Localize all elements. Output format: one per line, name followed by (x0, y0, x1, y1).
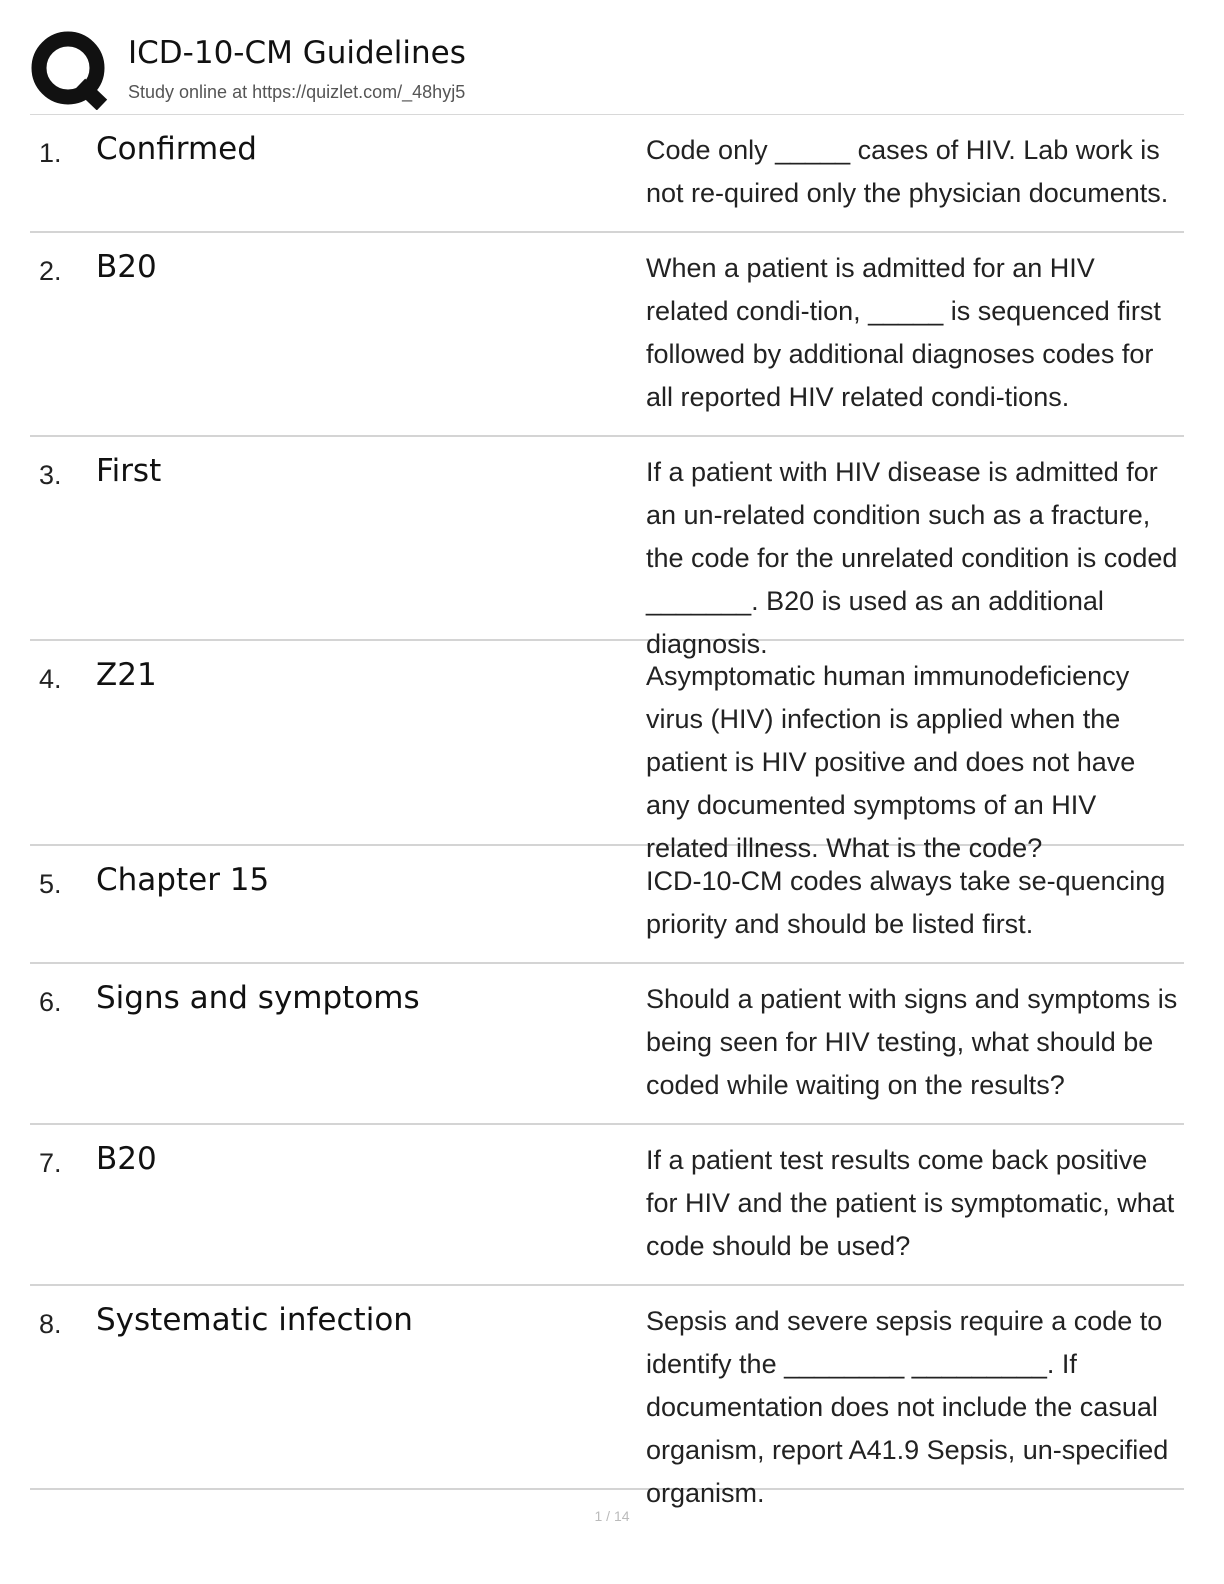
list-item (30, 1286, 1184, 1508)
card-definition: If a patient with HIV disease is admitted for an un-related condition such as a fracture, the code for the unrelated condition is coded _______. B20 is used as an additional diagnosis. (646, 457, 1178, 659)
card-definition: Sepsis and severe sepsis require a code to identify the ________ _________. If documentation does not include the casual organism, report A41.9 Sepsis, un-specified organism. (646, 1306, 1169, 1508)
card-definition: Code only _____ cases of HIV. Lab work is not re-quired only the physician documents. (646, 135, 1169, 208)
card-number: 3. (39, 460, 62, 490)
card-definition: If a patient test results come back positive for HIV and the patient is symptomatic, what code should be used? (646, 1145, 1175, 1261)
list-item (30, 641, 1184, 863)
list-item (30, 1125, 1184, 1286)
card-number: 1. (39, 138, 62, 168)
card-term: First (96, 453, 162, 489)
card-term: Systematic infection (96, 1302, 413, 1338)
study-link-text: Study online at https://quizlet.com/_48hyj5 (128, 82, 466, 102)
card-number: 2. (39, 256, 62, 286)
page-number: 1 / 14 (594, 1508, 630, 1524)
list-item (30, 437, 1184, 659)
card-number: 6. (39, 987, 62, 1017)
list-item (30, 115, 1184, 233)
list-item (30, 964, 1184, 1125)
card-definition: ICD-10-CM codes always take se-quencing priority and should be listed first. (646, 866, 1166, 939)
flashcard-list (30, 115, 1184, 1508)
card-definition: Should a patient with signs and symptoms is being seen for HIV testing, what should be coded while waiting on the results? (646, 984, 1178, 1100)
card-number: 4. (39, 664, 62, 694)
list-item (30, 233, 1184, 437)
document-header (30, 30, 1184, 115)
card-term: Confirmed (96, 131, 257, 167)
list-item (30, 846, 1184, 964)
card-definition: When a patient is admitted for an HIV related condi-tion, _____ is sequenced first followed by additional diagnoses codes for all reported HIV related condi-tions. (646, 253, 1161, 412)
card-term: Chapter 15 (96, 862, 270, 898)
card-term: B20 (96, 249, 157, 285)
card-number: 7. (39, 1148, 62, 1178)
card-number: 8. (39, 1309, 62, 1339)
card-term: Z21 (96, 657, 157, 693)
document-title: ICD-10-CM Guidelines (128, 35, 466, 71)
card-definition: Asymptomatic human immunodeficiency virus (HIV) infection is applied when the patient is HIV positive and does not have any documented symptoms of an HIV related illness. What is the code? (646, 661, 1136, 863)
card-term: Signs and symptoms (96, 980, 420, 1016)
card-number: 5. (39, 869, 62, 899)
quizlet-logo-icon (30, 30, 110, 110)
card-term: B20 (96, 1141, 157, 1177)
